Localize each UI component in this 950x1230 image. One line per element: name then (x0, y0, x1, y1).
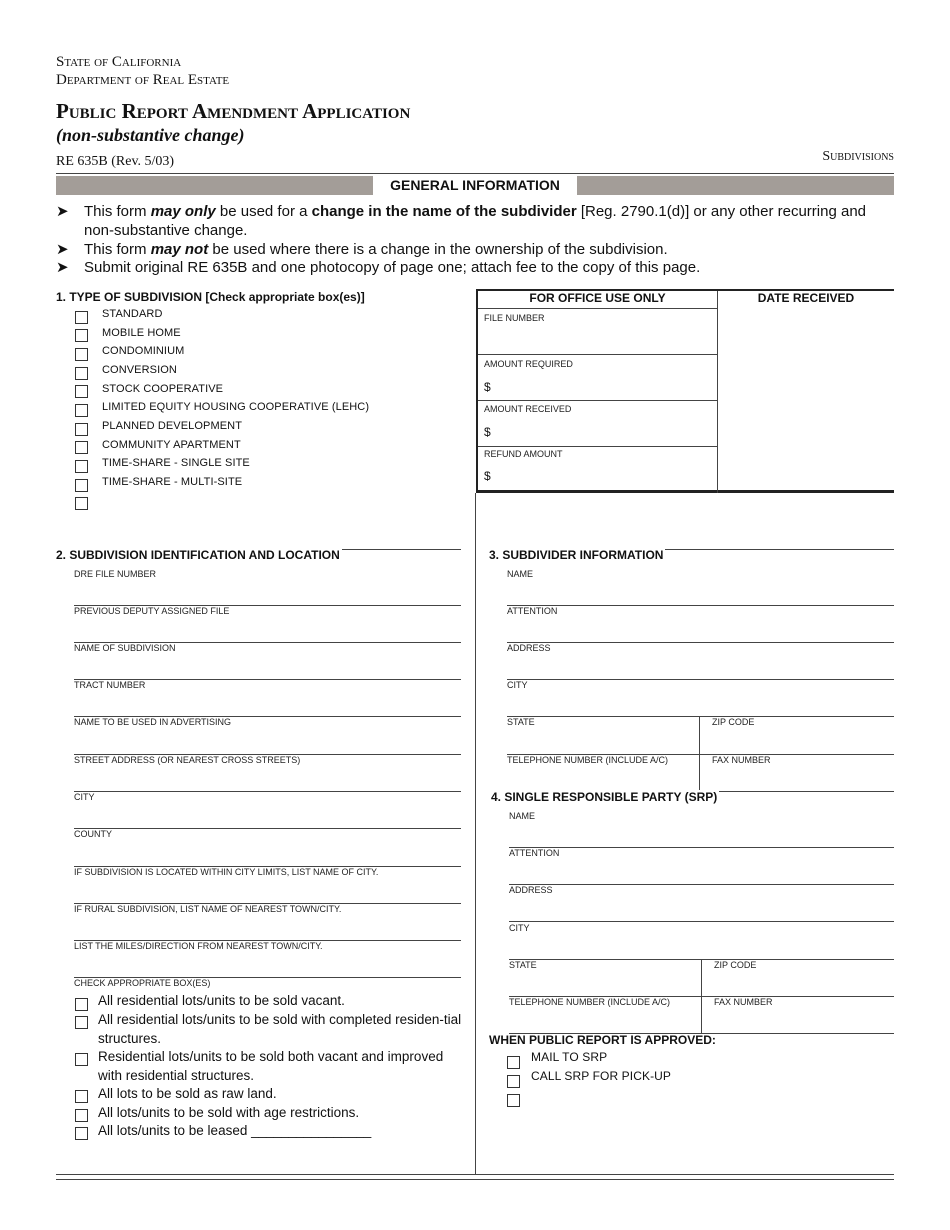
city-line[interactable] (74, 828, 461, 829)
type-planned-dev-label: PLANNED DEVELOPMENT (102, 420, 243, 432)
subdivider-attention-line[interactable] (507, 642, 894, 643)
bullet-1-mid: be used for a (215, 203, 312, 220)
sold-completed-label: All residential lots/units to be sold with completed residen-tial structures. (98, 1012, 462, 1046)
subdivider-attention-label: ATTENTION (507, 606, 558, 616)
bullet-1-em: may only (150, 203, 216, 220)
type-conversion-checkbox[interactable] (75, 367, 88, 380)
amount-received-label: AMOUNT RECEIVED (484, 404, 572, 414)
tract-number-label: TRACT NUMBER (74, 680, 146, 690)
amount-required-label: AMOUNT REQUIRED (484, 359, 573, 369)
type-stock-coop-checkbox[interactable] (75, 385, 88, 398)
bullet-2 (84, 240, 896, 259)
advertising-name-label: NAME TO BE USED IN ADVERTISING (74, 717, 232, 727)
date-received-heading: DATE RECEIVED (757, 291, 855, 305)
bullet-arrow-icon: ➤ (56, 259, 69, 276)
type-lehc-label: LIMITED EQUITY HOUSING COOPERATIVE (LEHC) (102, 401, 370, 413)
section4-heading: 4. SINGLE RESPONSIBLE PARTY (SRP) (491, 790, 718, 804)
srp-name-label: NAME (509, 811, 536, 821)
subdivider-phone-label: TELEPHONE NUMBER (INCLUDE A/C) (507, 755, 669, 765)
subdivider-name-line[interactable] (507, 605, 894, 606)
miles-direction-label: LIST THE MILES/DIRECTION FROM NEAREST TOWN/CITY. (74, 941, 323, 951)
type-planned-dev-checkbox[interactable] (75, 423, 88, 436)
bullet-2-em: may not (150, 241, 209, 258)
srp-zip-label: ZIP CODE (714, 960, 757, 970)
type-condominium-checkbox[interactable] (75, 348, 88, 361)
subdivider-state-divider (699, 716, 700, 791)
type-mobile-home-label: MOBILE HOME (102, 327, 181, 339)
street-address-line[interactable] (74, 791, 461, 792)
subdivider-address-label: ADDRESS (507, 643, 551, 653)
srp-name-line[interactable] (509, 847, 894, 848)
type-extra-checkbox[interactable] (75, 497, 88, 510)
section1-heading: 1. TYPE OF SUBDIVISION [Check appropriate box(es)] (56, 290, 365, 304)
sold-both-checkbox[interactable] (75, 1053, 88, 1066)
call-srp-label: CALL SRP FOR PICK-UP (531, 1069, 672, 1083)
office-divider (717, 291, 718, 493)
srp-address-line[interactable] (509, 921, 894, 922)
type-timeshare-single-label: TIME-SHARE - SINGLE SITE (102, 457, 250, 469)
header-rule (56, 173, 894, 174)
form-subtitle: (non-substantive change) (56, 125, 245, 145)
srp-attention-label: ATTENTION (509, 848, 560, 858)
dre-file-number-label: DRE FILE NUMBER (74, 569, 157, 579)
type-condominium-label: CONDOMINIUM (102, 345, 185, 357)
leased-checkbox[interactable] (75, 1127, 88, 1140)
county-label: COUNTY (74, 829, 112, 839)
subdivider-city-line[interactable] (507, 716, 894, 717)
bullet-1-pre: This form (84, 203, 151, 220)
srp-city-label: CITY (509, 923, 530, 933)
subdivider-address-line[interactable] (507, 679, 894, 680)
office-rule-1 (478, 354, 718, 355)
type-conversion-label: CONVERSION (102, 364, 177, 376)
srp-fax-label: FAX NUMBER (714, 997, 773, 1007)
sold-completed-checkbox[interactable] (75, 1016, 88, 1029)
type-mobile-home-checkbox[interactable] (75, 329, 88, 342)
state-name: State of California (56, 54, 182, 70)
general-banner-title: GENERAL INFORMATION (373, 176, 577, 195)
age-restrictions-checkbox[interactable] (75, 1109, 88, 1122)
raw-land-checkbox[interactable] (75, 1090, 88, 1103)
section3-heading: 3. SUBDIVIDER INFORMATION (489, 548, 664, 562)
mail-to-srp-label: MAIL TO SRP (531, 1050, 608, 1064)
street-address-label: STREET ADDRESS (OR NEAREST CROSS STREETS) (74, 755, 301, 765)
approval-extra-checkbox[interactable] (507, 1094, 520, 1107)
office-rule-2 (478, 400, 718, 401)
srp-state-divider (701, 959, 702, 1033)
age-restrictions-label: All lots/units to be sold with age restrictions. (98, 1105, 360, 1120)
srp-state-label: STATE (509, 960, 537, 970)
bullet-1-strong: change in the name of the subdivider (311, 203, 577, 220)
form-number: RE 635B (Rev. 5/03) (56, 154, 175, 169)
type-community-apt-checkbox[interactable] (75, 441, 88, 454)
type-stock-coop-label: STOCK COOPERATIVE (102, 383, 224, 395)
type-timeshare-multi-label: TIME-SHARE - MULTI-SITE (102, 476, 243, 488)
subdivision-name-label: NAME OF SUBDIVISION (74, 643, 176, 653)
office-head-rule (478, 308, 718, 309)
type-standard-checkbox[interactable] (75, 311, 88, 324)
call-srp-checkbox[interactable] (507, 1075, 520, 1088)
sold-vacant-checkbox[interactable] (75, 998, 88, 1011)
leased-label: All lots/units to be leased ________________ (98, 1123, 372, 1138)
footer-rule-1 (56, 1174, 894, 1175)
bullet-arrow-icon: ➤ (56, 203, 69, 220)
type-timeshare-single-checkbox[interactable] (75, 460, 88, 473)
type-lehc-checkbox[interactable] (75, 404, 88, 417)
city-label: CITY (74, 792, 95, 802)
sold-both-label: Residential lots/units to be sold both vacant and improved with residential structures. (98, 1049, 444, 1083)
section2-heading: 2. SUBDIVISION IDENTIFICATION AND LOCATION (56, 548, 340, 562)
bullet-1 (84, 202, 896, 240)
type-timeshare-multi-checkbox[interactable] (75, 479, 88, 492)
type-community-apt-label: COMMUNITY APARTMENT (102, 439, 241, 451)
check-boxes-label: CHECK APPROPRIATE BOX(ES) (74, 978, 211, 988)
footer-rule-2 (56, 1179, 894, 1180)
file-number-label: FILE NUMBER (484, 313, 545, 323)
office-use-heading: FOR OFFICE USE ONLY (529, 291, 666, 305)
subdivider-fax-label: FAX NUMBER (712, 755, 771, 765)
previous-deputy-label: PREVIOUS DEPUTY ASSIGNED FILE (74, 606, 230, 616)
srp-address-label: ADDRESS (509, 885, 553, 895)
amount-received-dollar: $ (484, 425, 491, 439)
subdivider-state-label: STATE (507, 717, 535, 727)
bullet-arrow-icon: ➤ (56, 241, 69, 258)
rural-town-label: IF RURAL SUBDIVISION, LIST NAME OF NEAREST TOWN/CITY. (74, 904, 342, 914)
bullet-3: Submit original RE 635B and one photocopy of page one; attach fee to the copy of this page. (84, 259, 701, 276)
column-divider (475, 493, 476, 1174)
form-title: Public Report Amendment Application (56, 99, 411, 123)
srp-phone-label: TELEPHONE NUMBER (INCLUDE A/C) (509, 997, 671, 1007)
bullet-1-post: [Reg. 2790.1(d)] or any other recurring and non-substantive change. (84, 203, 867, 239)
bullet-2-pre: This form (84, 241, 151, 258)
srp-attention-line[interactable] (509, 884, 894, 885)
subdivider-city-label: CITY (507, 680, 528, 690)
sold-vacant-label: All residential lots/units to be sold vacant. (98, 993, 345, 1008)
mail-to-srp-checkbox[interactable] (507, 1056, 520, 1069)
office-rule-3 (478, 446, 718, 447)
section-tag: Subdivisions (822, 149, 894, 164)
department-name: Department of Real Estate (56, 72, 230, 88)
type-standard-label: STANDARD (102, 308, 163, 320)
bullet-2-post: be used where there is a change in the ownership of the subdivision. (208, 241, 668, 258)
subdivider-name-label: NAME (507, 569, 534, 579)
amount-required-dollar: $ (484, 380, 491, 394)
city-limits-label: IF SUBDIVISION IS LOCATED WITHIN CITY LIMITS, LIST NAME OF CITY. (74, 867, 379, 877)
approval-heading: WHEN PUBLIC REPORT IS APPROVED: (489, 1033, 716, 1047)
refund-amount-dollar: $ (484, 469, 491, 483)
refund-amount-label: REFUND AMOUNT (484, 449, 563, 459)
subdivider-zip-label: ZIP CODE (712, 717, 755, 727)
raw-land-label: All lots to be sold as raw land. (98, 1086, 277, 1101)
